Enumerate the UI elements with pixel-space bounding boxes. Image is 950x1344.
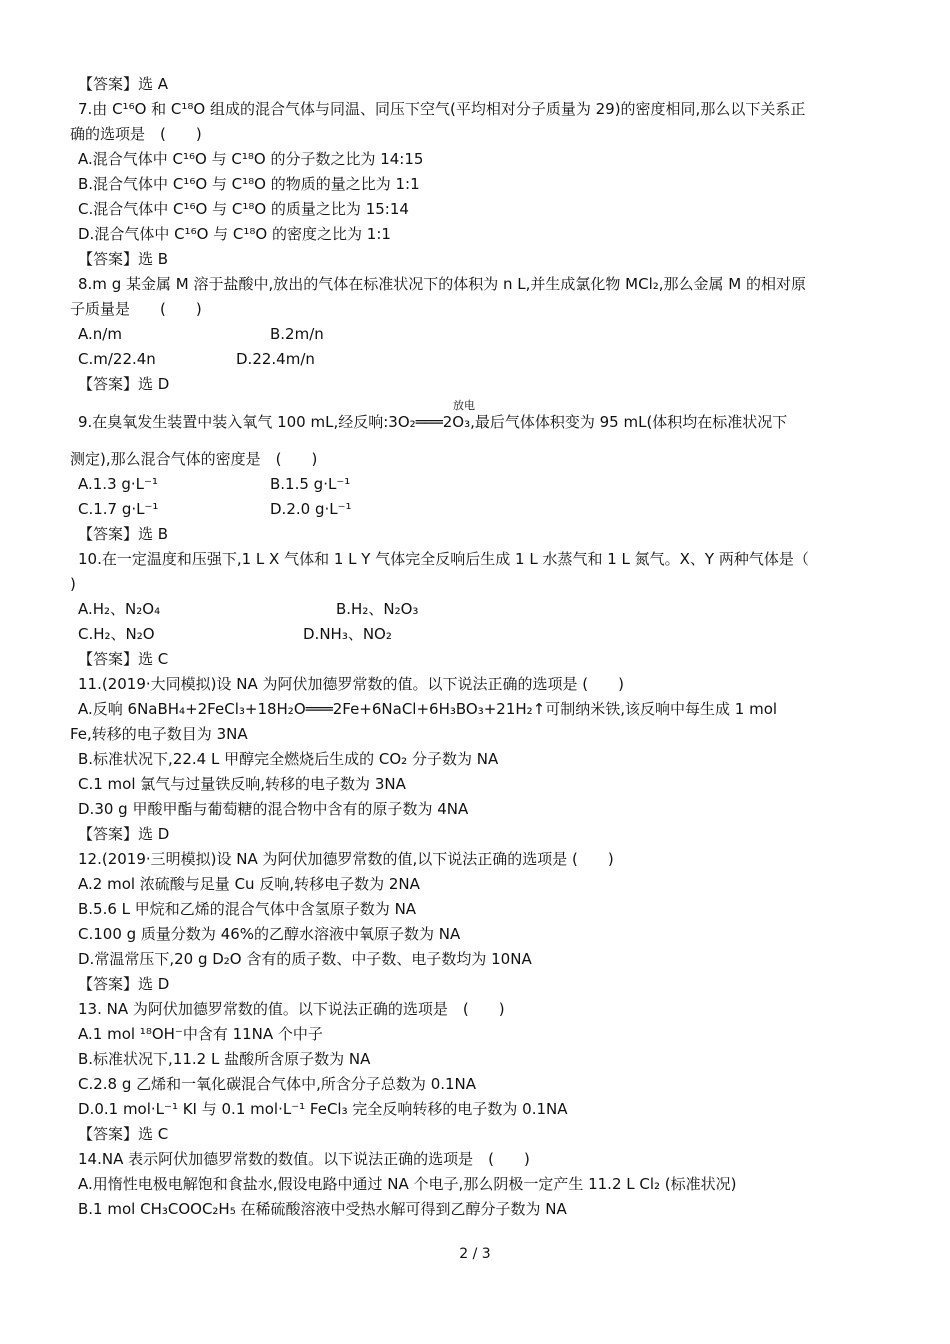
page-number: 2 / 3 bbox=[459, 1246, 491, 1262]
question-7-stem-cont: 确的选项是 ( ) bbox=[70, 125, 202, 143]
question-10-option-d: D.NH₃、NO₂ bbox=[303, 625, 392, 643]
question-7-option-b: B.混合气体中 C¹⁶O 与 C¹⁸O 的物质的量之比为 1:1 bbox=[78, 175, 420, 193]
question-13-stem: 13. NA 为阿伏加德罗常数的值。以下说法正确的选项是 ( ) bbox=[78, 1000, 505, 1018]
question-9-option-c: C.1.7 g·L⁻¹ bbox=[78, 500, 159, 518]
question-11-option-a: A.反响 6NaBH₄+2FeCl₃+18H₂O═══2Fe+6NaCl+6H₃BO₃+21H₂↑可制纳米铁,该反响中每生成 1 mol bbox=[78, 700, 778, 718]
question-14-stem: 14.NA 表示阿伏加德罗常数的数值。以下说法正确的选项是 ( ) bbox=[78, 1150, 530, 1168]
question-8-stem: 8.m g 某金属 M 溶于盐酸中,放出的气体在标准状况下的体积为 n L,并生成氯化物 MCl₂,那么金属 M 的相对原 bbox=[78, 275, 807, 293]
reaction-condition-label: 放电 bbox=[453, 399, 475, 412]
question-8-stem-cont: 子质量是 ( ) bbox=[70, 300, 202, 318]
answer-line: 【答案】选 D bbox=[78, 825, 170, 843]
answer-line: 【答案】选 B bbox=[78, 250, 169, 268]
question-12-stem: 12.(2019·三明模拟)设 NA 为阿伏加德罗常数的值,以下说法正确的选项是 ( ) bbox=[78, 850, 614, 868]
answer-line: 【答案】选 D bbox=[78, 975, 170, 993]
question-12-option-d: D.常温常压下,20 g D₂O 含有的质子数、中子数、电子数均为 10NA bbox=[78, 950, 532, 968]
question-13-option-b: B.标准状况下,11.2 L 盐酸所含原子数为 NA bbox=[78, 1050, 371, 1068]
question-11-option-d: D.30 g 甲酸甲酯与葡萄糖的混合物中含有的原子数为 4NA bbox=[78, 800, 469, 818]
question-7-stem: 7.由 C¹⁶O 和 C¹⁸O 组成的混合气体与同温、同压下空气(平均相对分子质量为 29)的密度相同,那么以下关系正 bbox=[78, 100, 806, 118]
question-14-option-a: A.用惰性电极电解饱和食盐水,假设电路中通过 NA 个电子,那么阴极一定产生 11.2 L Cl₂ (标准状况) bbox=[78, 1175, 737, 1193]
question-11-stem: 11.(2019·大同模拟)设 NA 为阿伏加德罗常数的值。以下说法正确的选项是 ( ) bbox=[78, 675, 624, 693]
question-12-option-a: A.2 mol 浓硫酸与足量 Cu 反响,转移电子数为 2NA bbox=[78, 875, 420, 893]
question-13-option-d: D.0.1 mol·L⁻¹ KI 与 0.1 mol·L⁻¹ FeCl₃ 完全反响转移的电子数为 0.1NA bbox=[78, 1100, 568, 1118]
answer-line: 【答案】选 D bbox=[78, 375, 170, 393]
question-13-option-c: C.2.8 g 乙烯和一氧化碳混合气体中,所含分子总数为 0.1NA bbox=[78, 1075, 477, 1093]
question-10-stem: 10.在一定温度和压强下,1 L X 气体和 1 L Y 气体完全反响后生成 1 L 水蒸气和 1 L 氮气。X、Y 两种气体是（ bbox=[78, 550, 809, 568]
question-9-option-a: A.1.3 g·L⁻¹ bbox=[78, 475, 158, 493]
question-10-option-c: C.H₂、N₂O bbox=[78, 625, 155, 643]
question-11-option-b: B.标准状况下,22.4 L 甲醇完全燃烧后生成的 CO₂ 分子数为 NA bbox=[78, 750, 499, 768]
question-7-option-d: D.混合气体中 C¹⁶O 与 C¹⁸O 的密度之比为 1:1 bbox=[78, 225, 391, 243]
question-11-option-a-cont: Fe,转移的电子数目为 3NA bbox=[70, 725, 248, 743]
question-12-option-b: B.5.6 L 甲烷和乙烯的混合气体中含氢原子数为 NA bbox=[78, 900, 417, 918]
answer-line: 【答案】选 A bbox=[78, 75, 169, 93]
answer-line: 【答案】选 C bbox=[78, 650, 169, 668]
question-8-option-a: A.n/m bbox=[78, 325, 122, 343]
question-8-option-b: B.2m/n bbox=[270, 325, 324, 343]
answer-line: 【答案】选 B bbox=[78, 525, 169, 543]
question-14-option-b: B.1 mol CH₃COOC₂H₅ 在稀硫酸溶液中受热水解可得到乙醇分子数为 NA bbox=[78, 1200, 567, 1218]
question-9-option-d: D.2.0 g·L⁻¹ bbox=[270, 500, 352, 518]
answer-line: 【答案】选 C bbox=[78, 1125, 169, 1143]
question-12-option-c: C.100 g 质量分数为 46%的乙醇水溶液中氧原子数为 NA bbox=[78, 925, 461, 943]
question-7-option-a: A.混合气体中 C¹⁶O 与 C¹⁸O 的分子数之比为 14:15 bbox=[78, 150, 424, 168]
question-8-option-c: C.m/22.4n bbox=[78, 350, 156, 368]
question-13-option-a: A.1 mol ¹⁸OH⁻中含有 11NA 个中子 bbox=[78, 1025, 323, 1043]
question-9-stem: 9.在臭氧发生装置中装入氧气 100 mL,经反响:3O₂═══2O₃,最后气体体积变为 95 mL(体积均在标准状况下 bbox=[78, 413, 788, 431]
question-7-option-c: C.混合气体中 C¹⁶O 与 C¹⁸O 的质量之比为 15:14 bbox=[78, 200, 409, 218]
question-9-stem-cont: 测定),那么混合气体的密度是 ( ) bbox=[70, 450, 318, 468]
question-11-option-c: C.1 mol 氯气与过量铁反响,转移的电子数为 3NA bbox=[78, 775, 406, 793]
question-10-option-b: B.H₂、N₂O₃ bbox=[336, 600, 419, 618]
question-10-option-a: A.H₂、N₂O₄ bbox=[78, 600, 161, 618]
question-9-option-b: B.1.5 g·L⁻¹ bbox=[270, 475, 351, 493]
question-8-option-d: D.22.4m/n bbox=[236, 350, 315, 368]
question-10-stem-cont: ) bbox=[70, 575, 76, 593]
